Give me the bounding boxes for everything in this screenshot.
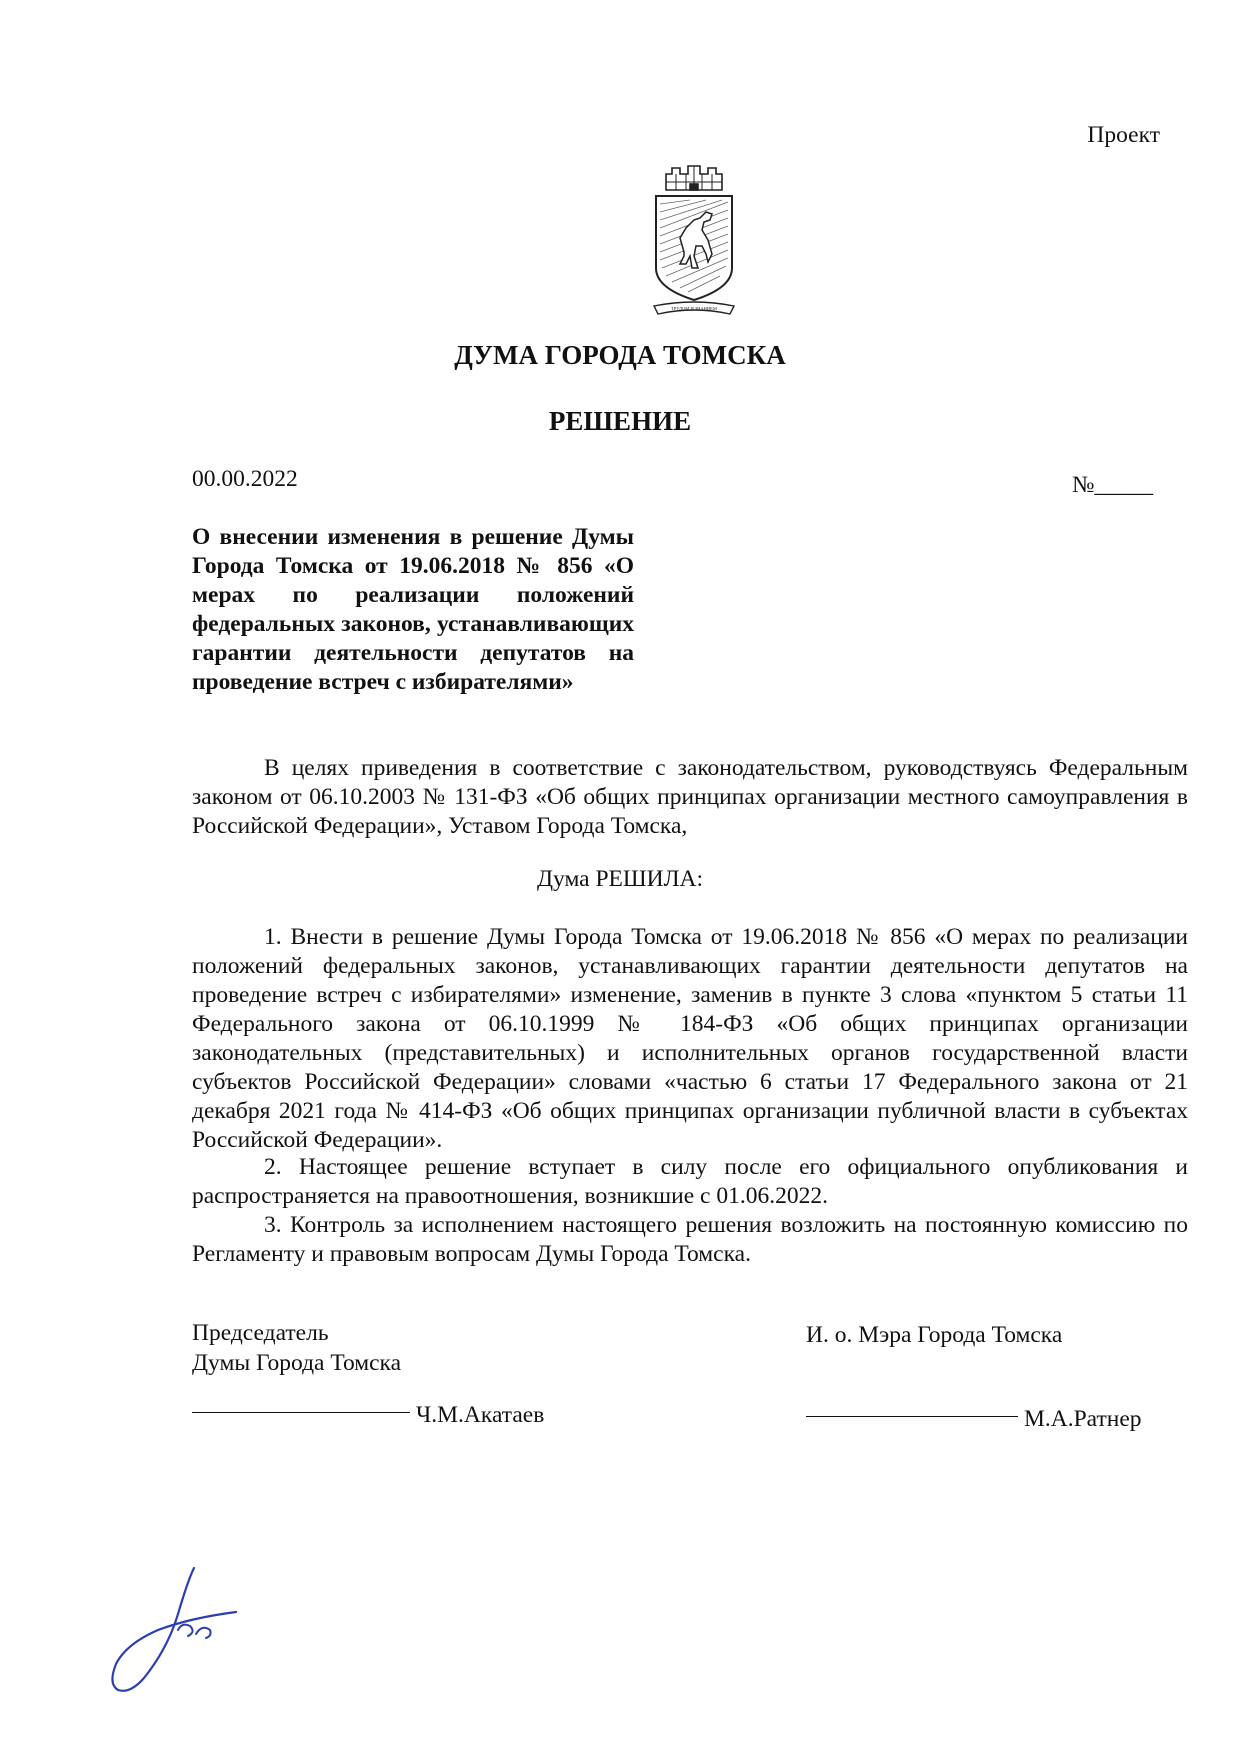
mayor-title: И. о. Мэра Города Томска [806,1322,1063,1348]
handwritten-signature-icon [60,1540,240,1700]
document-date: 00.00.2022 [192,466,298,492]
mayor-name: М.А.Ратнер [1024,1406,1142,1432]
clause-3: 3. Контроль за исполнением настоящего решения возложить на постоянную комиссию по Регламенту и правовым вопросам Думы Города Томска. [192,1212,1188,1267]
document-title: О внесении изменения в решение Думы Города Томска от 19.06.2018 № 856 «О мерах по реализации положений федеральных законов, устанавливающих гарантии деятельности депутатов на проведение встреч с избирателями» [192,524,634,695]
chairman-name: Ч.М.Акатаев [416,1402,545,1428]
city-coat-of-arms-icon [646,160,742,320]
organization-name: ДУМА ГОРОДА ТОМСКА [454,340,786,370]
preamble-paragraph: В целях приведения в соответствие с законодательством, руководствуясь Федеральным законом от 06.10.2003 № 131-ФЗ «Об общих принципах организации местного самоуправления в Российской Федерации», Уставом Города Томска, [192,755,1188,839]
document-number: №_____ [1072,472,1154,498]
document-type: РЕШЕНИЕ [548,406,692,436]
chairman-title [192,1318,401,1378]
mayor-signature-line [806,1416,1018,1417]
chairman-signature-line [192,1412,410,1413]
clause-2: 2. Настоящее решение вступает в силу после его официального опубликования и распространяется на правоотношения, возникшие с 01.06.2022. [192,1154,1188,1209]
chairman-title-line1: Председатель [192,1320,329,1346]
resolved-heading: Дума РЕШИЛА: [536,866,704,892]
clause-1: 1. Внести в решение Думы Города Томска от 19.06.2018 № 856 «О мерах по реализации положений федеральных законов, устанавливающих гарантии деятельности депутатов на проведение встреч с избирателями» изменение, заменив в пункте 3 слова «пунктом 5 статьи 11 Федерального закона от 06.10.1999 № 184-ФЗ «Об общих принципах организации законодательных (представительных) и исполнительных органов государственной власти субъектов Российской Федерации» словами «частью 6 статьи 17 Федерального закона от 21 декабря 2021 года № 414-ФЗ «Об общих принципах организации публичной власти в субъектах Российской Федерации». [192,924,1188,1153]
chairman-title-line2: Думы Города Томска [192,1350,402,1376]
svg-text:ТРУДОМ И ЗНАНИЕМ: ТРУДОМ И ЗНАНИЕМ [671,306,717,311]
draft-label: Проект [1087,122,1160,148]
